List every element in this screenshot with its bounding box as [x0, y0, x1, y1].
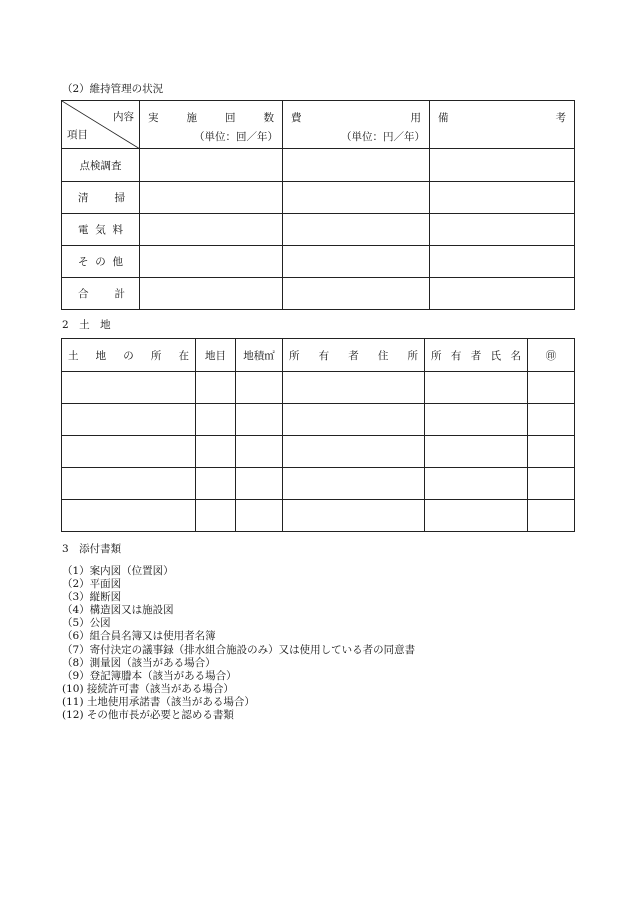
list-item: （1）案内図（位置図）	[62, 565, 174, 577]
list-item: （6）組合員名簿又は使用者名簿	[62, 630, 216, 643]
list-item: (12) その他市長が必要と認める書類	[62, 709, 234, 722]
cell-category[interactable]	[196, 436, 236, 468]
cell-note[interactable]	[430, 149, 575, 182]
maintenance-header-row	[62, 101, 575, 149]
cell-cost[interactable]	[283, 214, 430, 246]
cell-seal[interactable]	[528, 500, 575, 532]
land-row	[62, 436, 575, 468]
cell-count[interactable]	[140, 246, 283, 278]
cell-owner-name[interactable]	[425, 404, 528, 436]
count-title: 実 施 回 数	[148, 112, 274, 124]
maintenance-row	[62, 246, 575, 278]
cell-location[interactable]	[62, 404, 196, 436]
header-count	[140, 101, 283, 149]
cell-owner-address[interactable]	[283, 404, 425, 436]
list-item: （2）平面図	[62, 578, 122, 591]
attachments-heading: 3 添付書類	[62, 543, 122, 555]
cell-category[interactable]	[196, 468, 236, 500]
cell-note[interactable]	[430, 182, 575, 214]
cell-owner-address[interactable]	[283, 468, 425, 500]
cell-area[interactable]	[236, 468, 283, 500]
cell-location[interactable]	[62, 500, 196, 532]
list-item: （5）公図	[62, 617, 111, 630]
cell-owner-name[interactable]	[425, 436, 528, 468]
cell-cost[interactable]	[283, 278, 430, 310]
cell-note[interactable]	[430, 246, 575, 278]
header-note	[430, 101, 575, 149]
list-item: （7）寄付決定の議事録（排水組合施設のみ）又は使用している者の同意書	[62, 643, 416, 656]
cost-title: 費 用	[291, 112, 421, 124]
land-heading: 2 土 地	[62, 319, 111, 331]
cell-category[interactable]	[196, 372, 236, 404]
count-unit: （単位：回／年）	[194, 131, 278, 143]
cell-owner-name[interactable]	[425, 500, 528, 532]
list-item: （3）縦断図	[62, 591, 122, 604]
cell-count[interactable]	[140, 149, 283, 182]
cell-owner-address[interactable]	[283, 372, 425, 404]
cell-note[interactable]	[430, 214, 575, 246]
list-item: (11) 土地使用承諾書（該当がある場合）	[62, 695, 255, 708]
header-area: 地積㎡	[236, 339, 283, 372]
cell-cost[interactable]	[283, 182, 430, 214]
cell-area[interactable]	[236, 500, 283, 532]
header-location: 土 地 の 所 在	[62, 339, 196, 372]
row-label-total: 合 計	[62, 278, 140, 310]
cell-seal[interactable]	[528, 436, 575, 468]
land-header-row	[62, 339, 575, 372]
list-item: （8）測量図（該当がある場合）	[62, 656, 216, 669]
land-row	[62, 372, 575, 404]
cell-area[interactable]	[236, 372, 283, 404]
cell-owner-address[interactable]	[283, 436, 425, 468]
header-owner-name: 所 有 者 氏 名	[425, 339, 528, 372]
cell-cost[interactable]	[283, 246, 430, 278]
cell-count[interactable]	[140, 182, 283, 214]
cell-cost[interactable]	[283, 149, 430, 182]
list-item: （9）登記簿謄本（該当がある場合）	[62, 669, 237, 682]
cell-note[interactable]	[430, 278, 575, 310]
cell-owner-address[interactable]	[283, 500, 425, 532]
maintenance-table	[61, 100, 575, 310]
header-seal: ㊞	[528, 339, 575, 372]
list-item: (10) 接続許可書（該当がある場合）	[62, 682, 234, 695]
cell-location[interactable]	[62, 372, 196, 404]
cell-owner-name[interactable]	[425, 468, 528, 500]
maintenance-heading: （2）維持管理の状況	[62, 83, 164, 95]
maintenance-row	[62, 182, 575, 214]
header-cost	[283, 101, 430, 149]
note-title: 備 考	[438, 112, 566, 124]
cell-seal[interactable]	[528, 468, 575, 500]
cell-seal[interactable]	[528, 372, 575, 404]
land-row	[62, 468, 575, 500]
maintenance-row	[62, 149, 575, 182]
land-row	[62, 404, 575, 436]
cell-location[interactable]	[62, 468, 196, 500]
list-item: （4）構造図又は施設図	[62, 604, 174, 617]
land-row	[62, 500, 575, 532]
row-label-cleaning: 清 掃	[62, 182, 140, 214]
cell-owner-name[interactable]	[425, 372, 528, 404]
cell-count[interactable]	[140, 214, 283, 246]
row-label-inspection: 点 検 調 査	[62, 149, 140, 182]
land-table	[61, 338, 575, 532]
cell-category[interactable]	[196, 500, 236, 532]
row-label-electricity: 電 気 料	[62, 214, 140, 246]
row-label-other: そ の 他	[62, 246, 140, 278]
cell-location[interactable]	[62, 436, 196, 468]
header-owner-address: 所 有 者 住 所	[283, 339, 425, 372]
attachments-list	[62, 565, 415, 722]
cell-category[interactable]	[196, 404, 236, 436]
corner-top-label: 内容	[113, 111, 134, 123]
header-category: 地目	[196, 339, 236, 372]
cell-seal[interactable]	[528, 404, 575, 436]
cell-area[interactable]	[236, 404, 283, 436]
cost-unit: （単位：円／年）	[341, 131, 425, 143]
corner-bottom-label: 項目	[67, 129, 88, 141]
diagonal-header-cell	[62, 101, 140, 149]
cell-area[interactable]	[236, 436, 283, 468]
maintenance-row	[62, 278, 575, 310]
maintenance-row	[62, 214, 575, 246]
cell-count[interactable]	[140, 278, 283, 310]
